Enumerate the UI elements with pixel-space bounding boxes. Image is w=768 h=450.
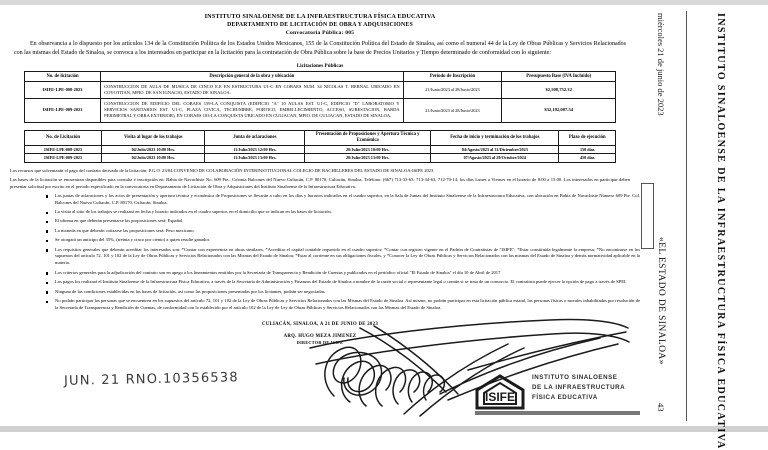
- table-header-row: [25, 130, 616, 145]
- table-row: [25, 145, 616, 154]
- col-licitacion: No. de Licitación: [25, 130, 102, 145]
- signature-name: ARQ. HUGO MEZA JIMENEZ: [283, 333, 357, 339]
- col-junta: Junta de aclaraciones: [205, 130, 305, 145]
- handwritten-note: JUN. 21 RNO.10356538: [63, 370, 239, 389]
- cell-presupuesto: $32,102,007.54: [502, 99, 616, 122]
- list-item: La moneda en que deberán cotizarse las proposiciones será: Peso mexicano.: [46, 228, 640, 235]
- department-title: DEPARTAMENTO DE LICITACIÓN DE OBRA Y ADQUISICIONES: [227, 21, 413, 28]
- table-row: [25, 99, 616, 122]
- document-body: [0, 5, 640, 426]
- isife-logo-icon: [474, 374, 528, 410]
- signature-title: DIRECTOR DE ISIFE: [296, 340, 344, 346]
- col-presentacion: Presentación de Proposiciones y Apertura Técnica y Económica: [305, 130, 431, 145]
- seal-underline: [475, 411, 645, 415]
- list-item: Las juntas de aclaraciones y los actos de presentación y apertura técnica y económica de Proposiciones se llevarán a cabo en los días y horarios indicados en el cuadro superior, en la Sala de Juntas del Instituto Sinaloense de la Infraestructura Educativa, con ubicación en Bahía de Navachiste Número 609 Pte. Col. Balcones del Nuevo Culiacán, C.P. 80170, Culiacán, Sinaloa.: [46, 193, 640, 207]
- col-plazo: Plazo de ejecución: [559, 130, 616, 145]
- cell-visita: 04/Julio/2023 10:00 Hrs.: [102, 145, 205, 154]
- seal-line-3: FÍSICA EDUCATIVA: [532, 394, 598, 402]
- cell-periodo: 21/Junio/2023 al 28/Junio/2023: [403, 82, 502, 99]
- cell-descripcion: CONSTRUCCION DE EDIFICIO DEL COBAES 159-LA CONQUISTA (EDIFICIO "A" 10 AULAS EST. U1-C, EDIFICIO "D" LABORATORIO Y SERVICIOS SANITARIOS EST. U1-C, PLAZA CIVICA, TECHUMBRE, PORTICO, EMBELLECIMIENTO, ACCESO, SUBESTACION, BARDA PERIMETRAL Y OBRA EXTERIOR), EN COBAES 103-LA CONQUISTA UBICADO EN CULIACAN, MPIO. DE CULIACAN, ESTADO DE SINALOA.: [101, 99, 404, 122]
- sidebar-divider: [686, 11, 687, 421]
- table-header-row: [25, 72, 616, 82]
- intro-paragraph: En observancia a lo dispuesto por los artículos 134 de la Constitución Política de los Estados Unidos Mexicanos, 155 de la Constitución Política del Estado de Sinaloa, así como el numeral 44 de la Ley de Obras Públicas y Servicios Relacionados con las mismas del Estado de Sinaloa, se convoca a los interesados en participar en la licitación para la contratación de Obra Pública sobre la base de Precios Unitarios y Tiempo determinado de conformidad con lo siguiente:: [14, 40, 626, 56]
- list-item: No podrán participar las personas que se encuentren en los supuestos del artículo 72, 101 y 102 de la Ley de Obras Públicas y Servicios Relacionados con las Mismas del Estado de Sinaloa. Así mismo, no podrán participar en esta licitación pública estatal, las personas físicas o morales inhabilitadas por resolución de la Secretaría de Transparencia y Rendición de Cuentas, de conformidad con lo establecido por el artículo 102 de la Ley de Ley de Obras Públicas y Servicios Relacionados con las Mismas del Estado de Sinaloa.: [46, 298, 640, 312]
- signature-place-date: CULIACÁN, SINALOA, A 21 DE JUNIO DE 2023: [261, 321, 379, 327]
- official-seal: [474, 372, 650, 416]
- col-visita: Visita al lugar de los trabajos: [102, 130, 205, 145]
- col-numero: No. de licitación: [25, 72, 101, 82]
- table-row: [25, 154, 616, 163]
- sidebar-marker-box: [641, 183, 654, 249]
- page-sidebar: [640, 5, 768, 450]
- publication-date: miércoles 21 de junio de 2023: [656, 13, 666, 116]
- list-item: Los criterios generales para la adjudicación del contrato son en apego a los lineamientos emitidos por la Secretaría de Transparencia y Rendición de Cuentas y publicados en el periódico oficial "El Estado de Sinaloa" el día 10 de Abril de 2017.: [46, 270, 640, 277]
- cell-licitacion: ISIFE-LPE-009-2023: [25, 154, 102, 163]
- scan-edge-bottom: [0, 426, 768, 432]
- signature-block: [0, 321, 640, 347]
- col-descripcion: Descripción general de la obra y ubicación: [101, 72, 404, 82]
- cell-numero: ISIFE-LPE-008-2023: [25, 82, 101, 99]
- cell-fechas: 07/Agosto/2023 al 29/Octubre/2024: [431, 154, 559, 163]
- recursos-paragraph: Los recursos que solventarán el pago del contrato derivado de la licitación: P.G.O. 23/04 CONVENIO DE COLABORACIÓN INTERINSTITUCIONAL COLEGIO DE BACHILLERES DEL ESTADO DE SINALOA-ISIFE 2023: [10, 168, 434, 174]
- list-item: La visita al sitio de los trabajos se realizará en fecha y horario indicados en el cuadro superior, en el domicilio que se indican en las bases de licitación.: [46, 209, 640, 216]
- col-periodo: Período de Inscripción: [403, 72, 502, 82]
- list-item: El idioma en que deberán presentarse las proposiciones será: Español.: [46, 218, 640, 225]
- svg-text:ISIFE: ISIFE: [484, 390, 516, 404]
- cell-visita: 04/Julio/2023 10:00 Hrs.: [102, 154, 205, 163]
- cell-presentacion: 20/Julio/2023 13:00 Hrs.: [305, 154, 431, 163]
- col-presupuesto: Presupuesto Base (IVA Incluido): [502, 72, 616, 82]
- cell-presupuesto: $2,508,752.32: [502, 82, 616, 99]
- cell-licitacion: ISIFE-LPE-008-2023: [25, 145, 102, 154]
- cell-periodo: 21/Junio/2023 al 28/Junio/2023: [403, 99, 502, 122]
- publication-name: «EL ESTADO DE SINALOA»: [656, 237, 666, 365]
- cell-numero: ISIFE-LPE-009-2023: [25, 99, 101, 122]
- list-item: Se otorgará un anticipo del 35%, (treinta y cinco por ciento) a quien resulte ganador.: [46, 237, 640, 244]
- tenders-table: [24, 71, 616, 122]
- sidebar-vertical-title: INSTITUTO SINALOENSE DE LA INFRAESTRUCTURA FÍSICA EDUCATIVA: [715, 13, 726, 450]
- page-number: 43: [656, 403, 666, 412]
- institute-title: INSTITUTO SINALOENSE DE LA INFRAESTRUCTURA FÍSICA EDUCATIVA: [204, 13, 436, 20]
- bases-paragraph: Las bases de la licitación se encuentran disponibles para consulta e inscripción en: Bahía de Navachiste No. 609 Pte., Colonia Balcones del Nuevo Culiacán, C.P. 80170, Culiacán, Sinaloa, Teléfono: (667) 713-33-63; 713-34-63, 712-70-14, los días Lunes a Viernes en el horario de 8:00 a 15:00. Los interesados en participar deben presentar solicitud por escrito en el periodo especificado en la convocatoria en Departamento de Licitación de Obra y Adquisiciones del Instituto Sinaloense de la Infraestructura Educativa.: [10, 176, 630, 189]
- list-item: Los requisitos generales que deberán acreditar los interesados son: *Contar con experiencia en obras similares, *Acreditar el capital contable requerido en el cuadro superior; *Contar con registro vigente en el Padrón de Contratistas de "ISIFE"; *Estar constituida legalmente la empresa; *No encontrarse en los supuestos del artículo 72, 101 y 102 de la Ley de Obras Públicas y Servicios Relacionados con las Mismas del Estado de Sinaloa; *Estar al corriente en sus obligaciones fiscales, y *Conocer la Ley de Obras Públicas y Servicios Relacionados con las mismas del Estado de Sinaloa y demás normatividad aplicable en la materia.: [46, 247, 640, 268]
- conditions-list: [0, 193, 640, 312]
- list-item: Ninguna de las condiciones establecidas en las bases de licitación, así como las proposiciones presentadas por los licitantes, podrán ser negociadas.: [46, 289, 640, 296]
- cell-descripcion: CONSTRUCCION DE AULA DE MUSICA DE CINCO E.E EN ESTRUCTURA U1-C EN COBAES NUM. 34 NICOLAS T. BERNAL UBICADO EN COYOTITAN, MPIO. DE SAN IGNACIO, ESTADO DE SINALOA.: [101, 82, 404, 99]
- seal-line-1: INSTITUTO SINALOENSE: [532, 374, 618, 381]
- section-label-licitaciones: Licitaciones Públicas: [296, 63, 344, 70]
- schedule-table: [24, 130, 616, 164]
- cell-junta: 11/Julio/2023 13:00 Hrs.: [205, 154, 305, 163]
- col-fechas: Fecha de inicio y terminación de los trabajos: [431, 130, 559, 145]
- list-item: Los pagos los realizará el Instituto Sinaloense de la Infraestructura Física Educativa, a través de la Secretaría de Administración y Finanzas del Estado de Sinaloa a nombre de la razón social o representante legal o común si se trata de un consorcio. El contratista puede ejercer la opción de pago a través de SPEI.: [46, 279, 640, 286]
- cell-junta: 11/Julio/2023 12:00 Hrs.: [205, 145, 305, 154]
- cell-plazo: 150 días: [559, 145, 616, 154]
- cell-presentacion: 20/Julio/2023 10:00 Hrs.: [305, 145, 431, 154]
- table-row: [25, 82, 616, 99]
- seal-text: [532, 373, 650, 404]
- body-text-block: [10, 168, 630, 191]
- convocatoria-number: Convocatoria Pública: 005: [285, 29, 355, 36]
- seal-line-2: DE LA INFRAESTRUCTURA: [532, 384, 626, 392]
- cell-fechas: 04/Agosto/2023 al 31/Diciembre/2023: [431, 145, 559, 154]
- cell-plazo: 450 días: [559, 154, 616, 163]
